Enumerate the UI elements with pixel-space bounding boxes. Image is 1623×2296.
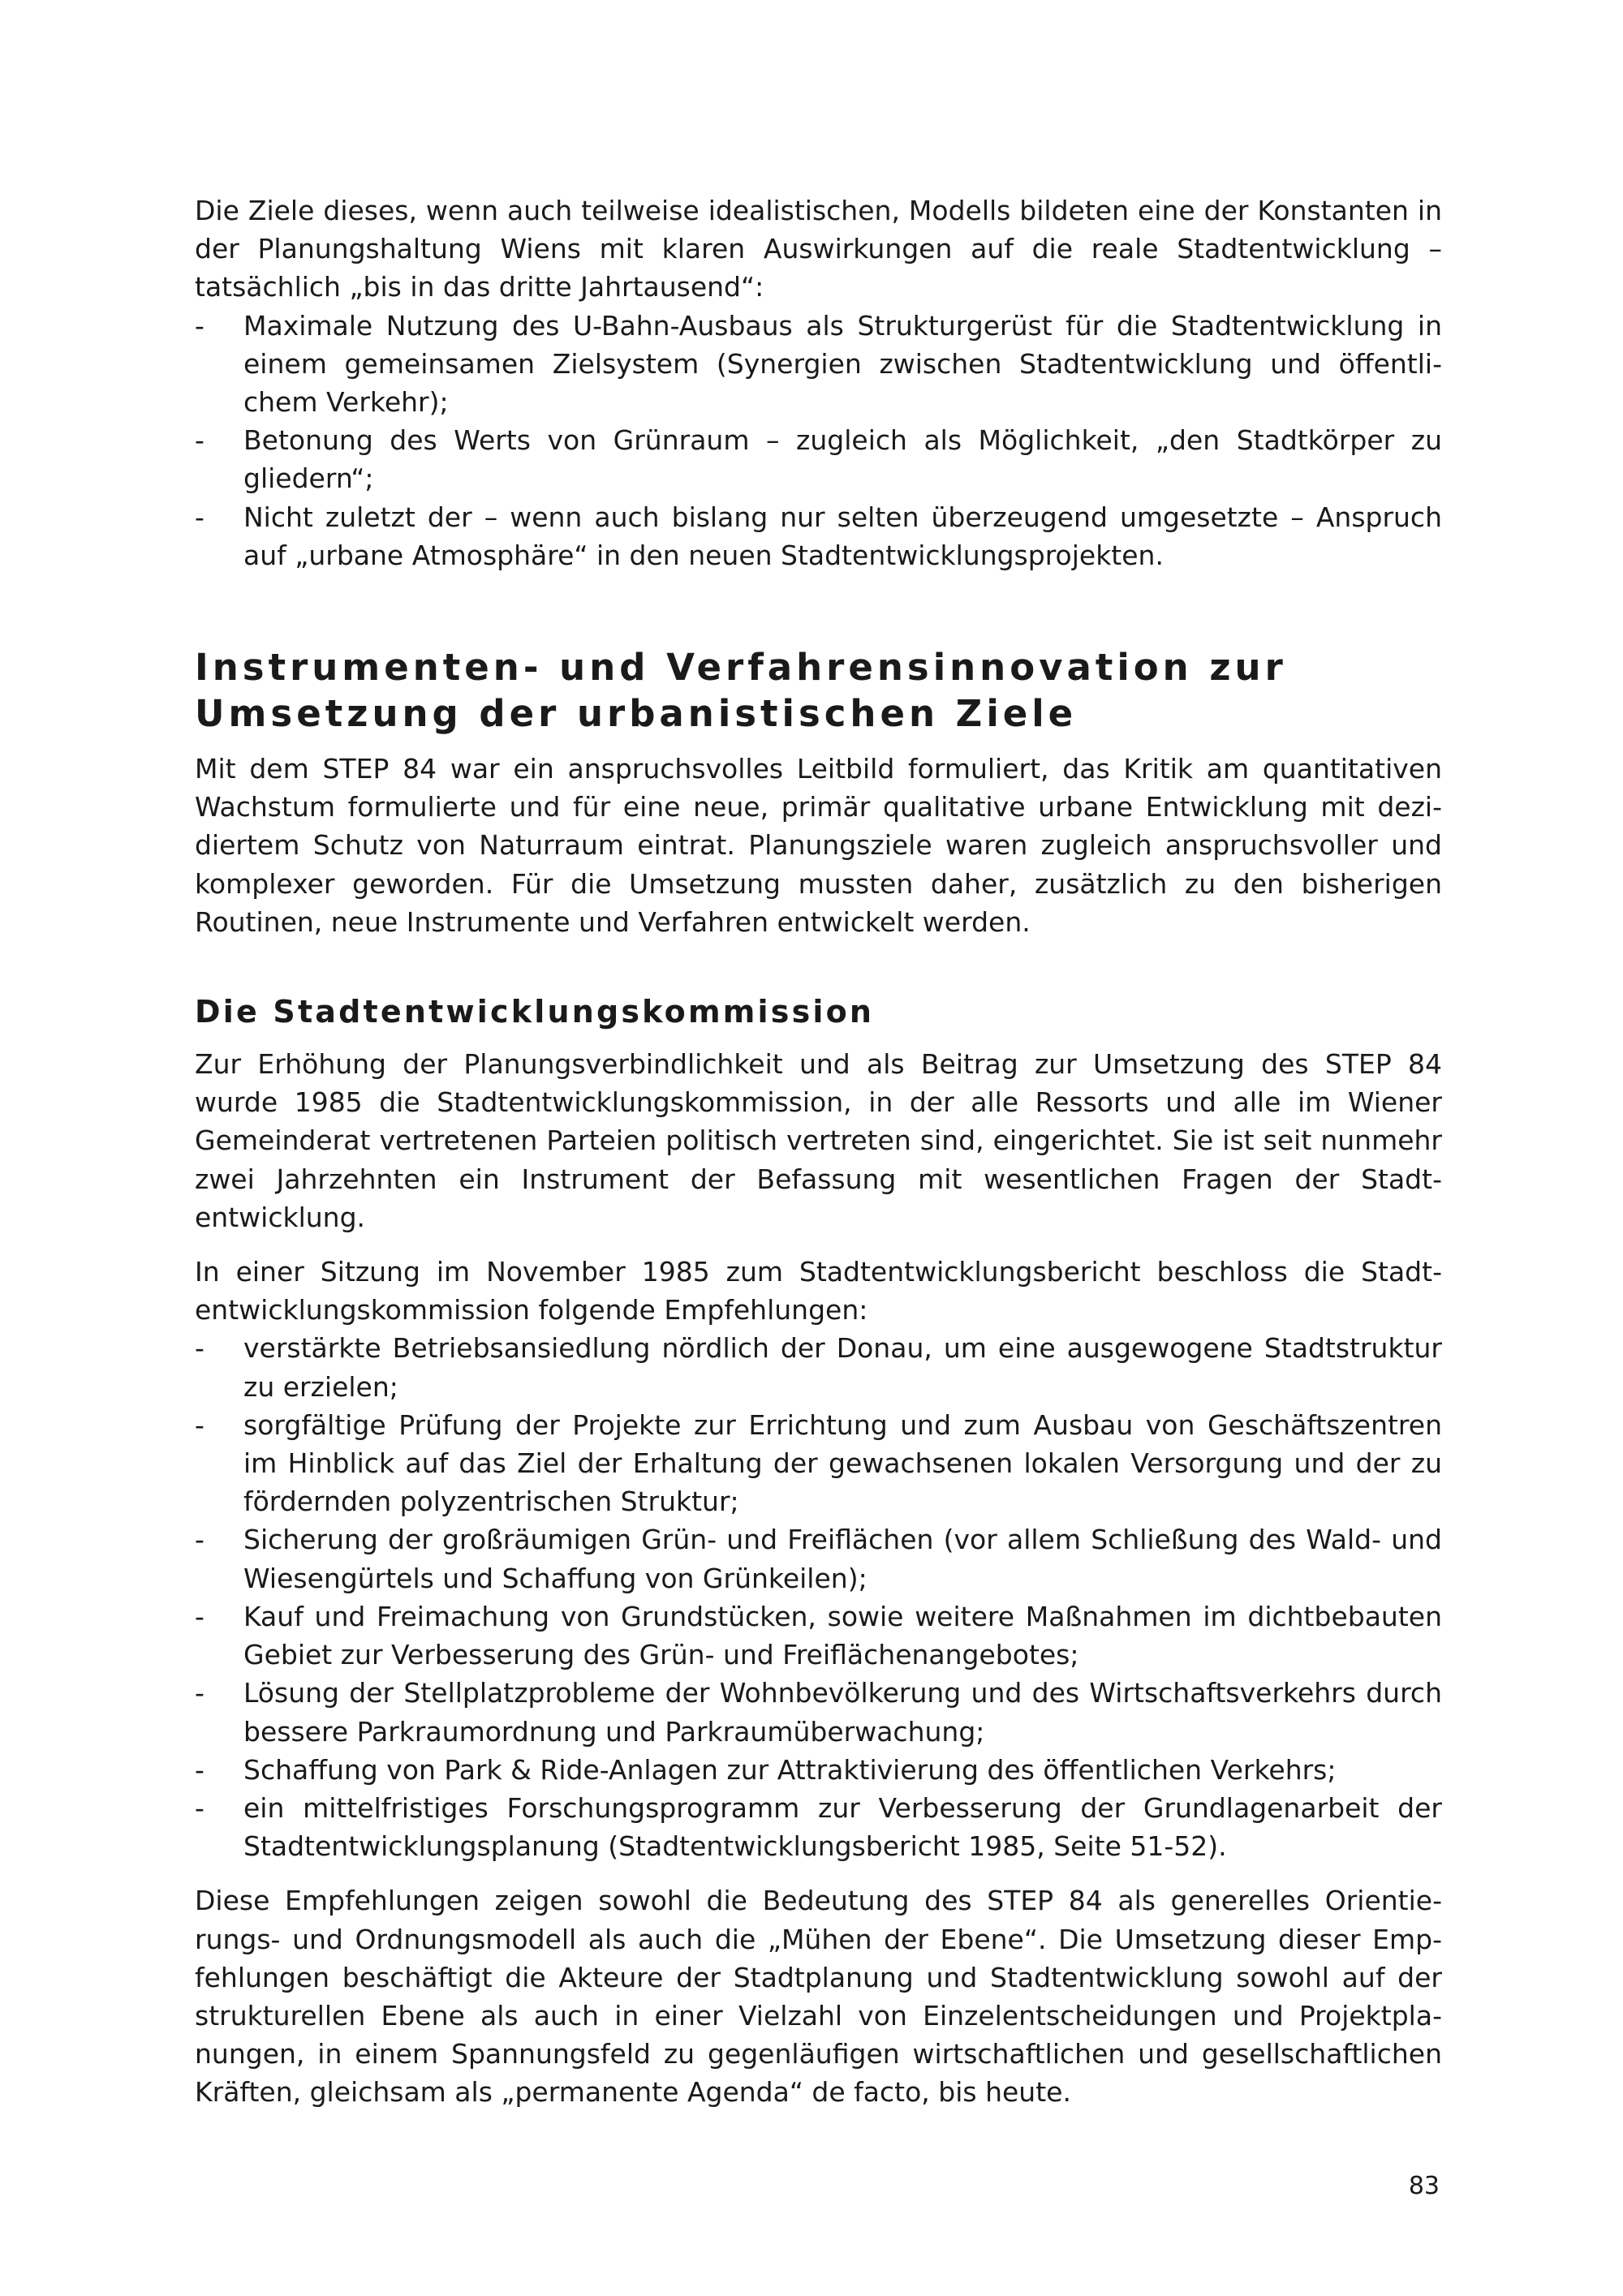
recommendations-list bbox=[195, 1329, 1442, 1865]
bullet-dash: - bbox=[195, 1600, 204, 1632]
bullet-dash: - bbox=[195, 1677, 204, 1709]
section2-paragraph-1: Zur Erhöhung der Planungsverbindlichkeit und als Beitrag zur Umsetzung des STEP 84 wurde 1985 die Stadtentwicklungskommission, in der alle Ressorts und alle im Wiener Gemeinderat vertretenen Parteien politisch vertreten sind, eingerichtet. Sie ist seit nunmehr zwei Jahrzehnten ein Instrument der Befassung mit wesentlichen Fragen der Stadtentwicklung. bbox=[195, 1048, 1442, 1233]
section-heading-commission: Die Stadtentwicklungskommission bbox=[195, 994, 875, 1030]
bullet-dash: - bbox=[195, 1524, 204, 1556]
section2-paragraph-3: Diese Empfehlungen zeigen sowohl die Bedeutung des STEP 84 als generelles Orientierungs- und Ordnungsmodell als auch die „Mühen der Ebene“. Die Umsetzung dieser Empfehlungen beschäftigt die Akteure der Stadtplanung und Stadtentwicklung sowohl auf der strukturellen Ebene als auch in einer Vielzahl von Einzelentscheidungen und Projektplanungen, in einem Spannungsfeld zu gegenläufigen wirtschaftlichen und gesellschaftlichen Kräften, gleichsam als „permanente Agenda“ de facto, bis heute. bbox=[195, 1885, 1442, 2109]
bullet-dash: - bbox=[195, 424, 204, 457]
section2-paragraph-2: In einer Sitzung im November 1985 zum Stadtentwicklungsbericht beschloss die Stadtentwicklungskommission folgende Empfehlungen: bbox=[195, 1256, 1442, 1326]
list-item: - Lösung der Stellplatzprobleme der Wohnbevölkerung und des Wirtschaftsverkehrs durch bessere Parkraumordnung und Parkraumüberwachung; bbox=[195, 1674, 1442, 1750]
list-item: - Schaffung von Park & Ride-Anlagen zur Attraktivierung des öffentlichen Verkehrs; bbox=[195, 1751, 1442, 1789]
list-item: - Betonung des Werts von Grünraum – zugleich als Möglichkeit, „den Stadtkörper zu gliedern“; bbox=[195, 421, 1442, 497]
page-body bbox=[195, 191, 1442, 2112]
intro-bullet-list bbox=[195, 307, 1442, 574]
bullet-dash: - bbox=[195, 1753, 204, 1786]
list-item: - sorgfältige Prüfung der Projekte zur Errichtung und zum Ausbau von Geschäftszentren im Hinblick auf das Ziel der Erhaltung der gewachsenen lokalen Versorgung und der zu fördernden polyzentrischen Struktur; bbox=[195, 1406, 1442, 1521]
list-item: - Nicht zuletzt der – wenn auch bislang nur selten überzeugend umgesetzte – Anspruch auf „urbane Atmosphäre“ in den neuen Stadtentwicklungsprojekten. bbox=[195, 498, 1442, 574]
intro-paragraph: Die Ziele dieses, wenn auch teilweise idealistischen, Modells bildeten eine der Konstanten in der Planungshaltung Wiens mit klaren Auswirkungen auf die reale Stadtentwicklung – tatsächlich „bis in das dritte Jahrtausend“: bbox=[195, 195, 1442, 303]
bullet-dash: - bbox=[195, 501, 204, 533]
bullet-dash: - bbox=[195, 309, 204, 342]
list-item: - verstärkte Betriebsansiedlung nördlich der Donau, um eine ausgewogene Stadtstruktur zu erzielen; bbox=[195, 1329, 1442, 1405]
list-item: - Sicherung der großräumigen Grün- und Freiflächen (vor allem Schließung des Wald- und Wiesengürtels und Schaffung von Grünkeilen); bbox=[195, 1520, 1442, 1597]
section-heading-instruments: Instrumenten- und Verfahrensinnovation zur Umsetzung der urbanistischen Ziele bbox=[195, 646, 1287, 736]
bullet-dash: - bbox=[195, 1408, 204, 1441]
bullet-dash: - bbox=[195, 1791, 204, 1824]
list-item: - Kauf und Freimachung von Grundstücken, sowie weitere Maßnahmen im dichtbebauten Gebiet zur Verbesserung des Grün- und Freiflächenangebotes; bbox=[195, 1597, 1442, 1674]
page-number: 83 bbox=[1408, 2172, 1440, 2200]
list-item: - Maximale Nutzung des U-Bahn-Ausbaus als Strukturgerüst für die Stadtentwicklung in einem gemeinsamen Zielsystem (Synergien zwischen Stadtentwicklung und öffentlichem Verkehr); bbox=[195, 307, 1442, 422]
bullet-dash: - bbox=[195, 1332, 204, 1365]
list-item: - ein mittelfristiges Forschungsprogramm zur Verbesserung der Grundlagenarbeit der Stadtentwicklungsplanung (Stadtentwicklungsbericht 1985, Seite 51-52). bbox=[195, 1789, 1442, 1865]
section1-paragraph: Mit dem STEP 84 war ein anspruchsvolles Leitbild formuliert, das Kritik am quantitativen Wachstum formulierte und für eine neue, primär qualitative urbane Entwicklung mit dezidiertem Schutz von Naturraum eintrat. Planungsziele waren zugleich anspruchsvoller und komplexer geworden. Für die Umsetzung mussten daher, zusätzlich zu den bisherigen Routinen, neue Instrumente und Verfahren entwickelt werden. bbox=[195, 753, 1442, 938]
